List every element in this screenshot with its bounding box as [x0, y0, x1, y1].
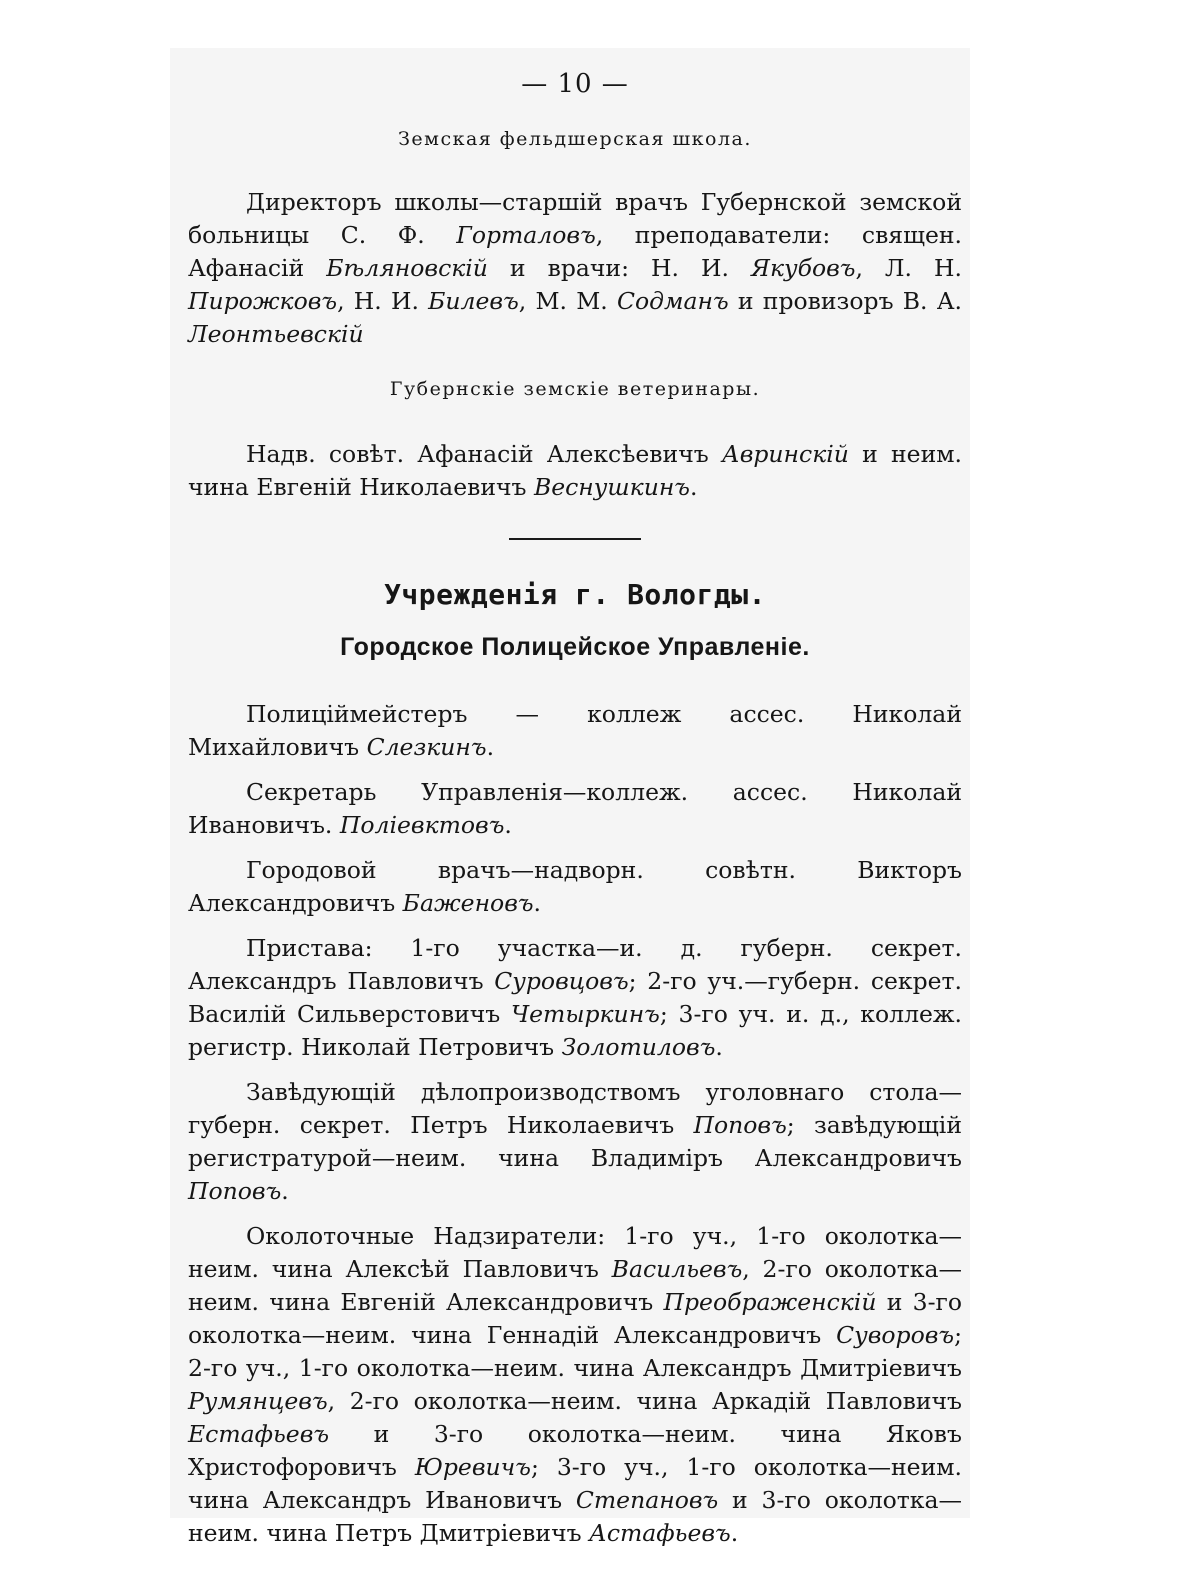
surname: Содманъ — [617, 287, 729, 315]
surname: Бѣляновскій — [326, 254, 488, 282]
surname: Четыркинъ — [510, 1000, 660, 1028]
surname: Естафьевъ — [188, 1420, 330, 1448]
surname: Слезкинъ — [366, 733, 487, 761]
surname: Золотиловъ — [561, 1033, 716, 1061]
surname: Румянцевъ — [188, 1387, 328, 1415]
section-heading-feldsher-school: Земская фельдшерская школа. — [398, 128, 752, 150]
surname: Билевъ — [428, 287, 519, 315]
surname: Поліевктовъ — [339, 811, 505, 839]
surname: Авринскій — [721, 440, 849, 468]
surname: Суворовъ — [836, 1321, 955, 1349]
paragraph-secretary: Секретарь Управленія—коллеж. ассес. Николай Ивановичъ. Поліевктовъ. — [188, 778, 962, 839]
surname: Преображенскій — [663, 1288, 877, 1316]
main-title: Учрежденія г. Вологды. — [384, 578, 766, 611]
surname: Леонтьевскій — [188, 320, 364, 348]
surname: Веснушкинъ — [533, 473, 690, 501]
paragraph-pristava: Пристава: 1-го участка—и. д. губерн. секрет. Александръ Павловичъ Суровцовъ; 2-го уч.—губерн. секрет. Василій Сильверстовичъ Четыркинъ; 3-го уч. и. д., коллеж. регистр. Николай Петровичъ Золотиловъ. — [188, 934, 963, 1061]
surname: Баженовъ — [402, 889, 534, 917]
surname: Васильевъ — [611, 1255, 743, 1283]
paragraph-veterinarians: Надв. совѣт. Афанасій Алексѣевичъ Авринскій и неим. чина Евгеній Николаевичъ Веснушкинъ. — [188, 440, 962, 501]
surname: Поповъ — [188, 1177, 282, 1205]
surname: Юревичъ — [414, 1453, 531, 1481]
surname: Суровцовъ — [494, 967, 629, 995]
paragraph-criminal-desk: Завѣдующій дѣлопроизводствомъ уголовнаго стола—губерн. секрет. Петръ Николаевичъ Поповъ; завѣдующій регистратурой—неим. чина Владиміръ Александровичъ Поповъ. — [188, 1078, 962, 1205]
section-divider — [509, 538, 641, 540]
surname: Горталовъ — [456, 221, 596, 249]
paragraph-feldsher-school: Директоръ школы—старшій врачъ Губернской земской больницы С. Ф. Горталовъ, преподаватели: священ. Афанасій Бѣляновскій и врачи: Н. И. Якубовъ, Л. Н. Пирожковъ, Н. И. Билевъ, М. М. Содманъ и провизоръ В. А. Леонтьевскій — [188, 188, 963, 348]
surname: Степановъ — [575, 1486, 719, 1514]
page-content — [188, 68, 962, 1562]
paragraph-politsiymeyster: Полиціймейстеръ — коллеж ассес. Николай Михайловичъ Слезкинъ. — [188, 700, 962, 761]
paragraph-supervisors: Околоточные Надзиратели: 1-го уч., 1-го околотка—неим. чина Алексѣй Павловичъ Васильевъ, 2-го околотка—неим. чина Евгеній Александровичъ Преображенскій и 3-го околотка—неим. чина Геннадій Александровичъ Суворовъ; 2-го уч., 1-го околотка—неим. чина Александръ Дмитріевичъ Румянцевъ, 2-го околотка—неим. чина Аркадій Павловичъ Естафьевъ и 3-го околотка—неим. чина Яковъ Христофоровичъ Юревичъ; 3-го уч., 1-го околотка—неим. чина Александръ Ивановичъ Степановъ и 3-го околотка—неим. чина Петръ Дмитріевичъ Астафьевъ. — [188, 1222, 962, 1547]
subtitle: Городское Полицейское Управленіе. — [340, 633, 810, 661]
surname: Якубовъ — [750, 254, 856, 282]
surname: Астафьевъ — [589, 1519, 731, 1547]
surname: Поповъ — [693, 1111, 787, 1139]
surname: Пирожковъ — [188, 287, 338, 315]
page-number: — 10 — — [521, 69, 629, 99]
paragraph-city-doctor: Городовой врачъ—надворн. совѣтн. Викторъ Александровичъ Баженовъ. — [188, 856, 962, 917]
section-heading-veterinarians: Губернскіе земскіе ветеринары. — [389, 378, 761, 400]
